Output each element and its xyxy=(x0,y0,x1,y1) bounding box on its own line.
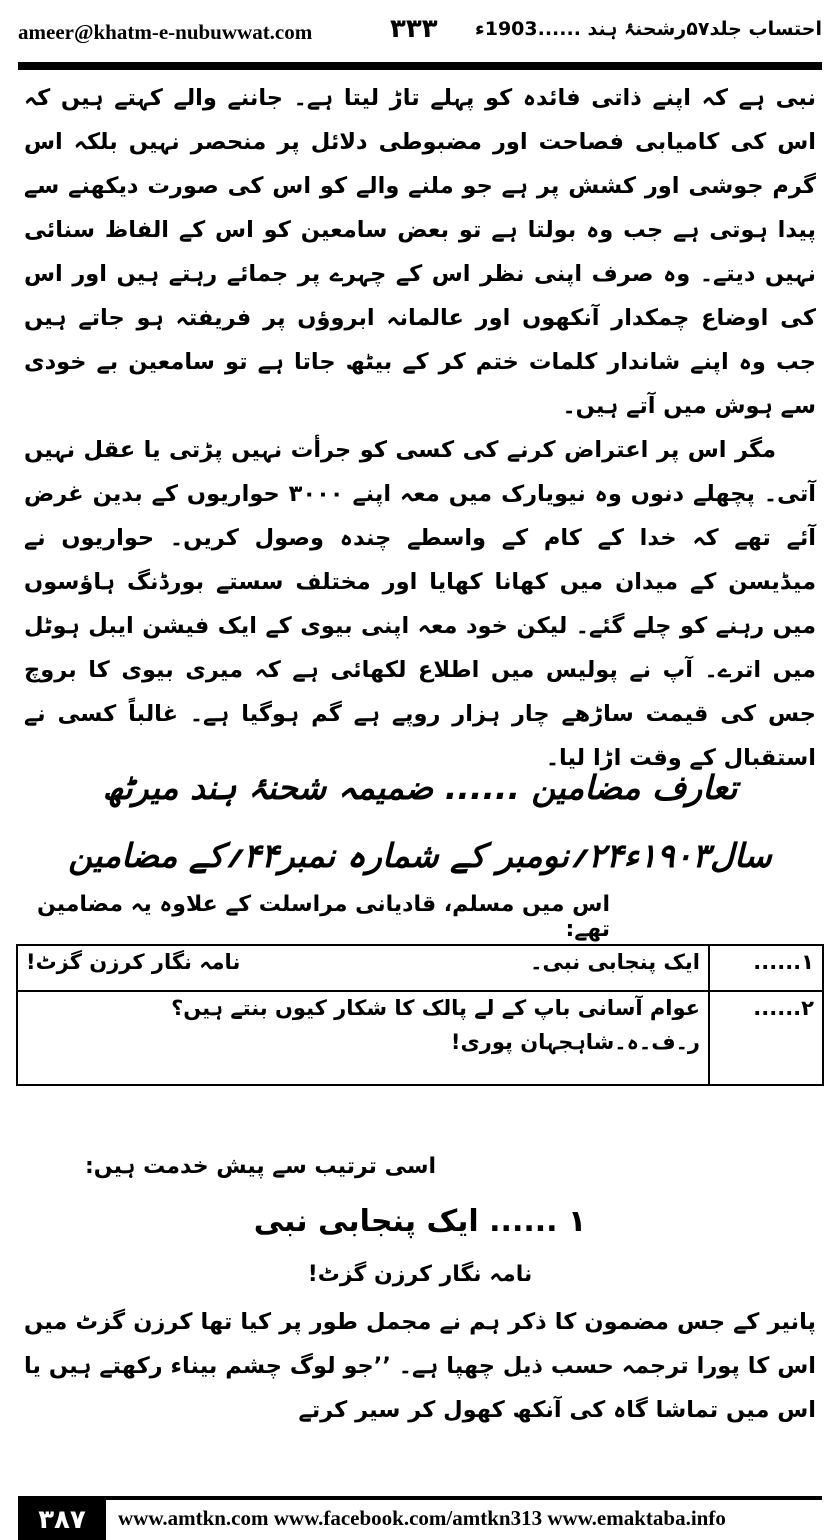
toc-title: ایک پنجابی نبی۔ xyxy=(530,950,700,974)
toc-entry xyxy=(17,945,709,991)
toc-author: ر۔ف۔ہ۔شاہجہان پوری! xyxy=(450,1030,700,1054)
order-note: اسی ترتیب سے پیش خدمت ہیں: xyxy=(84,1154,436,1179)
page-header xyxy=(18,14,822,54)
footer-rule xyxy=(18,1496,822,1500)
footer-page-number: ۳۸۷ xyxy=(18,1500,106,1540)
paragraph-2: مگر اس پر اعتراض کرنے کی کسی کو جرأت نہیں پڑتی یا عقل نہیں آتی۔ پچھلے دنوں وہ نیویارک میں معہ اپنے ۳۰۰۰ حواریوں کے بدین غرض آئے تھے کہ خدا کے کام کے واسطے چندہ وصول کریں۔ حواریوں نے میڈیسن کے میدان میں کھانا کھایا اور مختلف سستے بورڈنگ ہاؤسوں میں رہنے کو چلے گئے۔ لیکن خود معہ اپنی بیوی کے ایک فیشن ایبل ہوٹل میں اترے۔ آپ نے پولیس میں اطلاع لکھائی ہے کہ میری بیوی کا بروچ جس کی قیمت ساڑھے چار ہزار روپے ہے گم ہوگیا ہے۔ غالباً کسی نے استقبال کے وقت اڑا لیا۔ xyxy=(24,437,816,771)
header-email[interactable]: ameer@khatm-e-nubuwwat.com xyxy=(18,20,313,44)
table-row xyxy=(17,991,823,1085)
toc-author: نامہ نگار کرزن گزٹ! xyxy=(26,950,241,974)
table-row xyxy=(17,945,823,991)
section-intro: اس میں مسلم، قادیانی مراسلت کے علاوہ یہ مضامین تھے: xyxy=(36,892,610,942)
article-author: نامہ نگار کرزن گزٹ! xyxy=(307,1262,533,1287)
toc-title: عوام آسانی باپ کے لے پالک کا شکار کیوں بنتے ہیں؟ xyxy=(171,996,700,1020)
article-text: پانیر کے جس مضمون کا ذکر ہم نے مجمل طور پر کیا تھا کرزن گزٹ میں اس کا پورا ترجمہ حسب ذیل چھپا ہے۔ ’’جو لوگ چشم بیناء رکھتے ہیں یا اس میں تماشا گاہ کی آنکھ کھول کر سیر کرتے xyxy=(24,1309,816,1423)
footer-links[interactable]: www.amtkn.com www.facebook.com/amtkn313 www.emaktaba.info xyxy=(118,1506,726,1530)
toc-number: ۲...... xyxy=(709,991,823,1085)
header-journal-title: احتساب جلد۵۷رشحنۂ ہند ......1903ء xyxy=(475,18,822,40)
toc-entry xyxy=(17,991,709,1085)
section-heading: تعارف مضامین ...... ضمیمہ شحنۂ ہند میرٹھ xyxy=(102,768,738,807)
contents-table xyxy=(16,944,824,1086)
header-page-number: ۳۳۳ xyxy=(390,14,438,44)
article-title: ۱ ...... ایک پنجابی نبی xyxy=(253,1204,587,1239)
toc-number: ۱...... xyxy=(709,945,823,991)
section-subheading: سال۱۹۰۳ء۲۴؍نومبر کے شمارہ نمبر۴۴؍کے مضامین xyxy=(68,836,772,875)
main-text xyxy=(24,76,816,780)
paragraph-1: نبی ہے کہ اپنے ذاتی فائدہ کو پہلے تاڑ لیتا ہے۔ جاننے والے کہتے ہیں کہ اس کی کامیابی فصاحت اور مضبوطی دلائل پر منحصر نہیں بلکہ اس گرم جوشی اور کشش پر ہے جو ملنے والے کو اس کی صورت دیکھنے سے پیدا ہوتی ہے جب وہ بولتا ہے تو بعض سامعین کو اس کے الفاظ سنائی نہیں دیتے۔ وہ صرف اپنی نظر اس کے چہرے پر جمائے رہتے ہیں اور اس کی اوضاع چمکدار آنکھوں اور عالمانہ ابروؤں پر فریفتہ ہو جاتے ہیں جب وہ اپنے شاندار کلمات ختم کر کے بیٹھ جاتا ہے تو سامعین بے خودی سے ہوش میں آتے ہیں۔ xyxy=(24,85,816,419)
header-rule xyxy=(18,62,822,70)
